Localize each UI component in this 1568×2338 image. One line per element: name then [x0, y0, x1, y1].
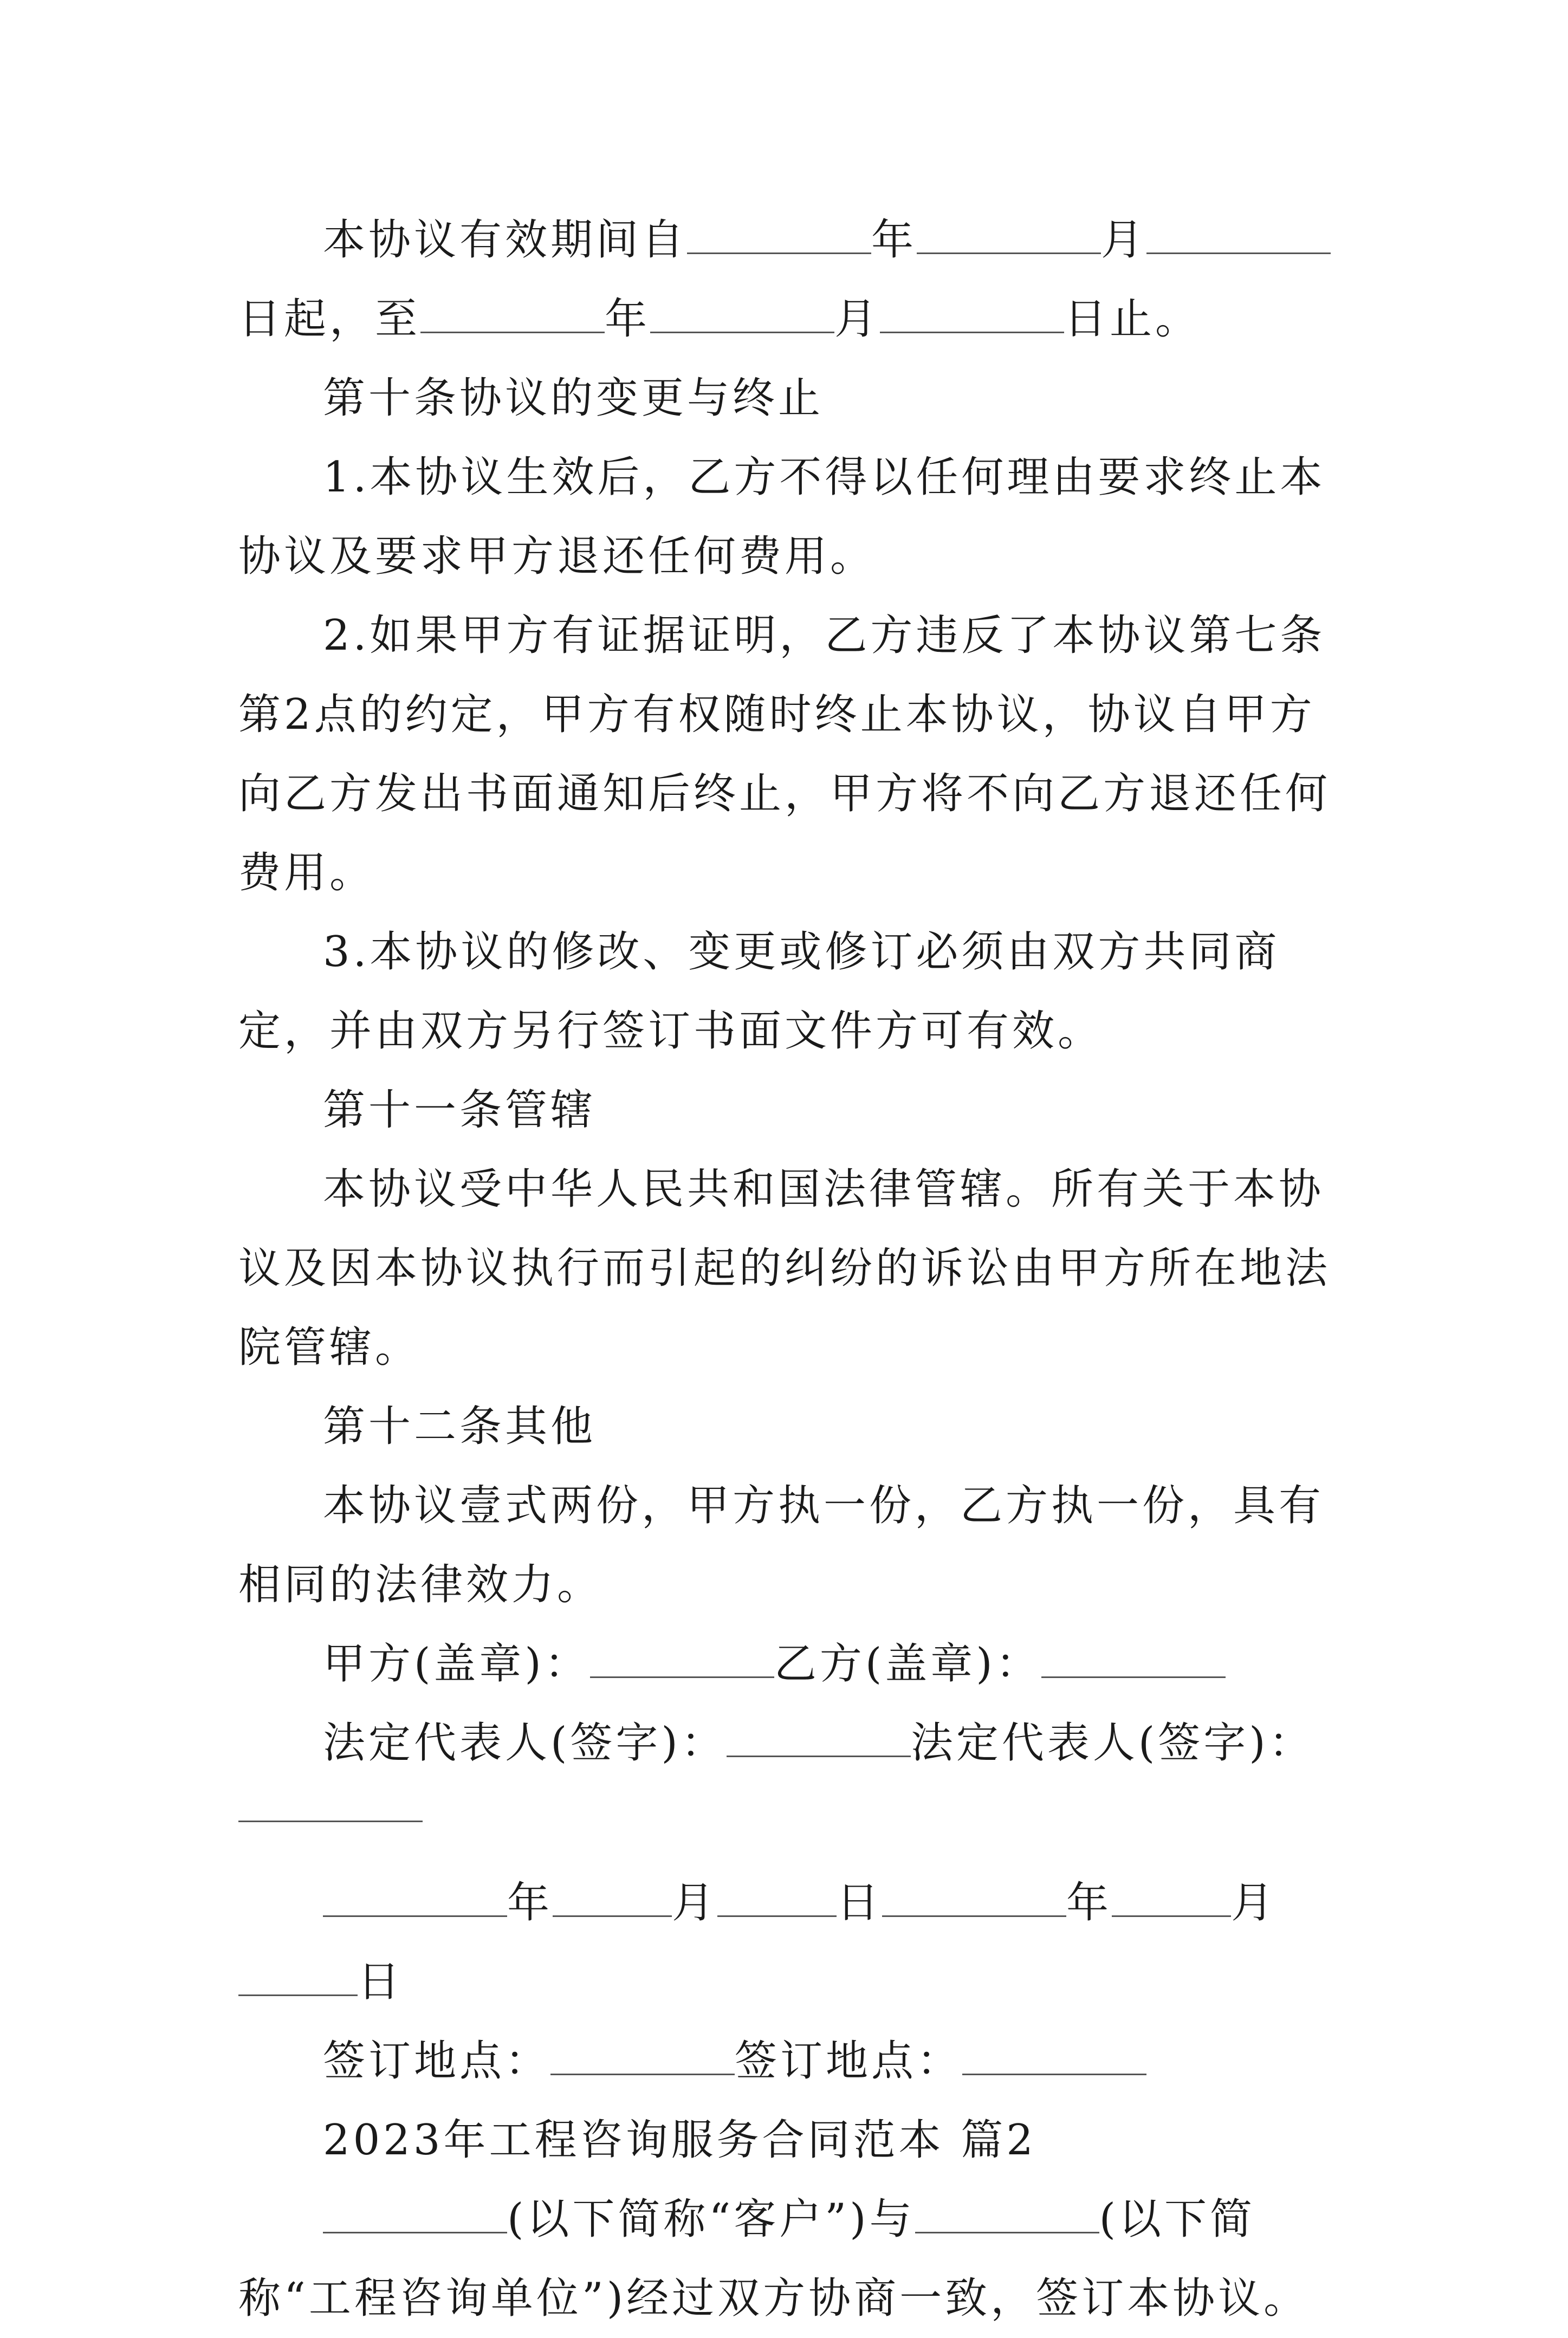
- article-12-body: 本协议壹式两份，甲方执一份，乙方执一份，具有相同的法律效力。: [238, 1481, 1325, 1609]
- date-b-year-blank: [882, 1883, 1066, 1917]
- month-label: 月: [1101, 216, 1147, 264]
- article-11-body: 本协议受中华人民共和国法律管辖。所有关于本协议及因本协议执行而引起的纠纷的诉讼由甲方所在地法院管辖。: [238, 1165, 1331, 1372]
- consultant-blank: [915, 2199, 1099, 2233]
- article-10-title: 第十条协议的变更与终止: [323, 374, 824, 423]
- blank-end-year: [420, 299, 605, 333]
- validity-text: 本协议有效期间自: [323, 216, 688, 264]
- date-b-month-blank: [1112, 1883, 1231, 1917]
- legal-rep-a-label: 法定代表人(签字)：: [323, 1719, 727, 1767]
- article-10-clause-1: 1.本协议生效后，乙方不得以任何理由要求终止本协议及要求甲方退还任何费用。: [238, 453, 1326, 581]
- year-label-2: 年: [605, 295, 651, 344]
- date-a-year-label: 年: [507, 1879, 553, 1927]
- date-b-month-label: 月: [1231, 1879, 1277, 1927]
- date-b-year-label: 年: [1066, 1879, 1112, 1927]
- document-body: [238, 200, 1344, 2338]
- sign-place-line: [238, 2022, 1344, 2101]
- month-label-2: 月: [834, 295, 880, 344]
- date-a-month-blank: [553, 1883, 672, 1917]
- party-a-seal-blank: [590, 1644, 774, 1678]
- legal-rep-b-blank: [238, 1783, 423, 1822]
- year-label: 年: [871, 216, 917, 264]
- party-b-seal-blank: [1041, 1644, 1226, 1678]
- part-2-title: 2023年工程咨询服务合同范本 篇2: [323, 2116, 1036, 2165]
- date-a-year-blank: [323, 1883, 507, 1917]
- date-a-day-blank: [717, 1883, 837, 1917]
- legal-rep-a-blank: [727, 1723, 911, 1757]
- date-line: [238, 1863, 1344, 2022]
- client-blank: [323, 2199, 507, 2233]
- legal-rep-line: [238, 1704, 1344, 1783]
- article-10-clause-2: 2.如果甲方有证据证明，乙方违反了本协议第七条第2点的约定，甲方有权随时终止本协议，协议自甲方向乙方发出书面通知后终止，甲方将不向乙方退还任何费用。: [238, 611, 1331, 897]
- seal-line: [238, 1624, 1344, 1704]
- party-a-seal-label: 甲方(盖章)：: [323, 1640, 590, 1688]
- blank-start-year: [687, 220, 871, 254]
- validity-paragraph: [238, 200, 1344, 359]
- part-2-intro: [238, 2180, 1344, 2338]
- date-b-day-label: 日: [358, 1958, 404, 2006]
- blank-end-day: [880, 299, 1064, 333]
- sign-place-a-label: 签订地点：: [323, 2037, 551, 2086]
- validity-end: 日止。: [1064, 295, 1201, 344]
- date-b-day-blank: [238, 1962, 358, 1996]
- party-b-seal-label: 乙方(盖章)：: [774, 1640, 1041, 1688]
- article-11-title: 第十一条管辖: [323, 1086, 597, 1135]
- part-2-consultant-text: (以下简称“工程咨询单位”)经过双方协商一致，签订本协议。: [238, 2195, 1310, 2323]
- blank-start-month: [917, 220, 1101, 254]
- legal-rep-b-label: 法定代表人(签字)：: [910, 1719, 1314, 1767]
- sign-place-a-blank: [550, 2041, 735, 2075]
- sign-place-b-blank: [962, 2041, 1146, 2075]
- article-10-clause-3: 3.本协议的修改、变更或修订必须由双方共同商定，并由双方另行签订书面文件方可有效。: [238, 928, 1280, 1055]
- article-12-title: 第十二条其他: [323, 1402, 597, 1451]
- date-a-month-label: 月: [672, 1879, 718, 1927]
- blank-start-day: [1146, 220, 1331, 254]
- sign-place-b-label: 签订地点：: [735, 2037, 963, 2086]
- date-a-day-label: 日: [837, 1879, 883, 1927]
- blank-end-month: [650, 299, 834, 333]
- validity-text-2: 日起，至: [238, 295, 421, 344]
- part-2-client-text: (以下简称“客户”)与: [507, 2195, 915, 2244]
